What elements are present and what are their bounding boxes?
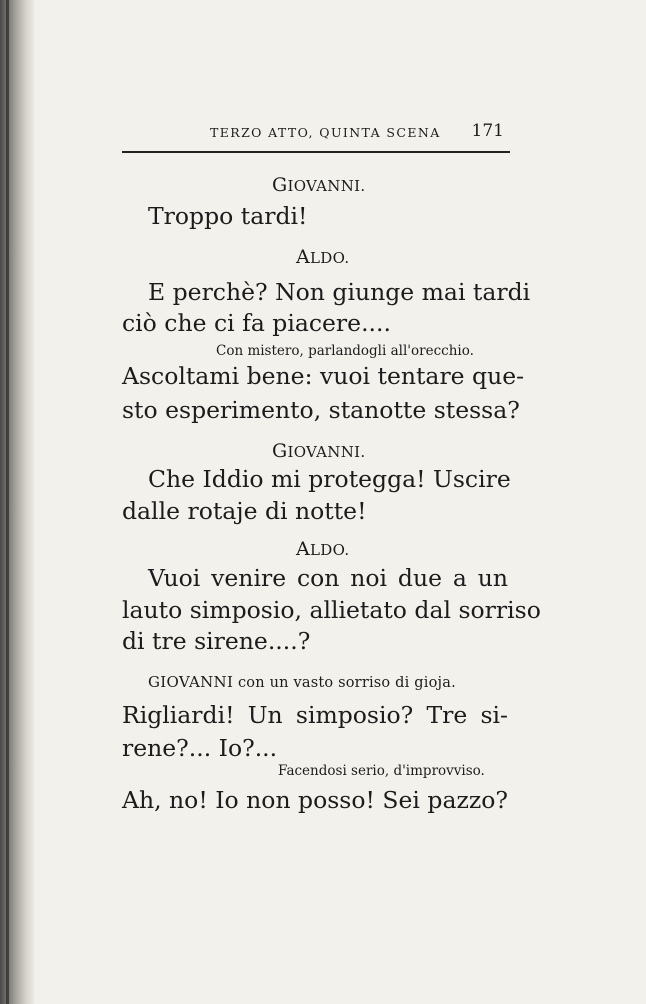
speech-line: Che Iddio mi protegga! Uscire [148,465,511,493]
speech-line: Ah, no! Io non posso! Sei pazzo? [122,786,508,814]
stage-direction: Con mistero, parlandogli all'orecchio. [216,343,474,359]
speech-line: Troppo tardi! [148,202,308,230]
speech-line: ciò che ci fa piacere.... [122,309,391,337]
speech-line: E perchè? Non giunge mai tardi [148,278,531,306]
speaker-name: ALDO. [296,538,350,560]
page-header [122,121,510,145]
speech-line: rene?... Io?... [122,734,278,762]
book-page [122,0,541,1004]
page-number: 171 [471,121,504,141]
speech-line: di tre sirene....? [122,627,311,655]
speaker-with-direction [148,673,456,691]
speech-line: Ascoltami bene: vuoi tentare que- [122,362,525,390]
header-rule [122,151,510,153]
speech-line: lauto simposio, allietato dal sorriso [122,596,541,624]
running-title: TERZO ATTO, QUINTA SCENA [210,125,441,140]
stage-direction: con un vasto sorriso di gioja. [237,675,456,691]
speech-line: Vuoi venire con noi due a un [148,564,508,592]
speaker-name: ALDO. [296,246,350,268]
stage-direction: Facendosi serio, d'improvviso. [278,763,485,779]
speech-line: sto esperimento, stanotte stessa? [122,396,520,424]
speaker-name: GIOVANNI. [272,174,366,196]
speaker-name: GIOVANNI [148,673,234,691]
book-gutter-edge [6,0,9,1004]
speech-line: Rigliardi! Un simposio? Tre si- [122,701,508,729]
speaker-name: GIOVANNI. [272,440,366,462]
speech-line: dalle rotaje di notte! [122,497,367,525]
